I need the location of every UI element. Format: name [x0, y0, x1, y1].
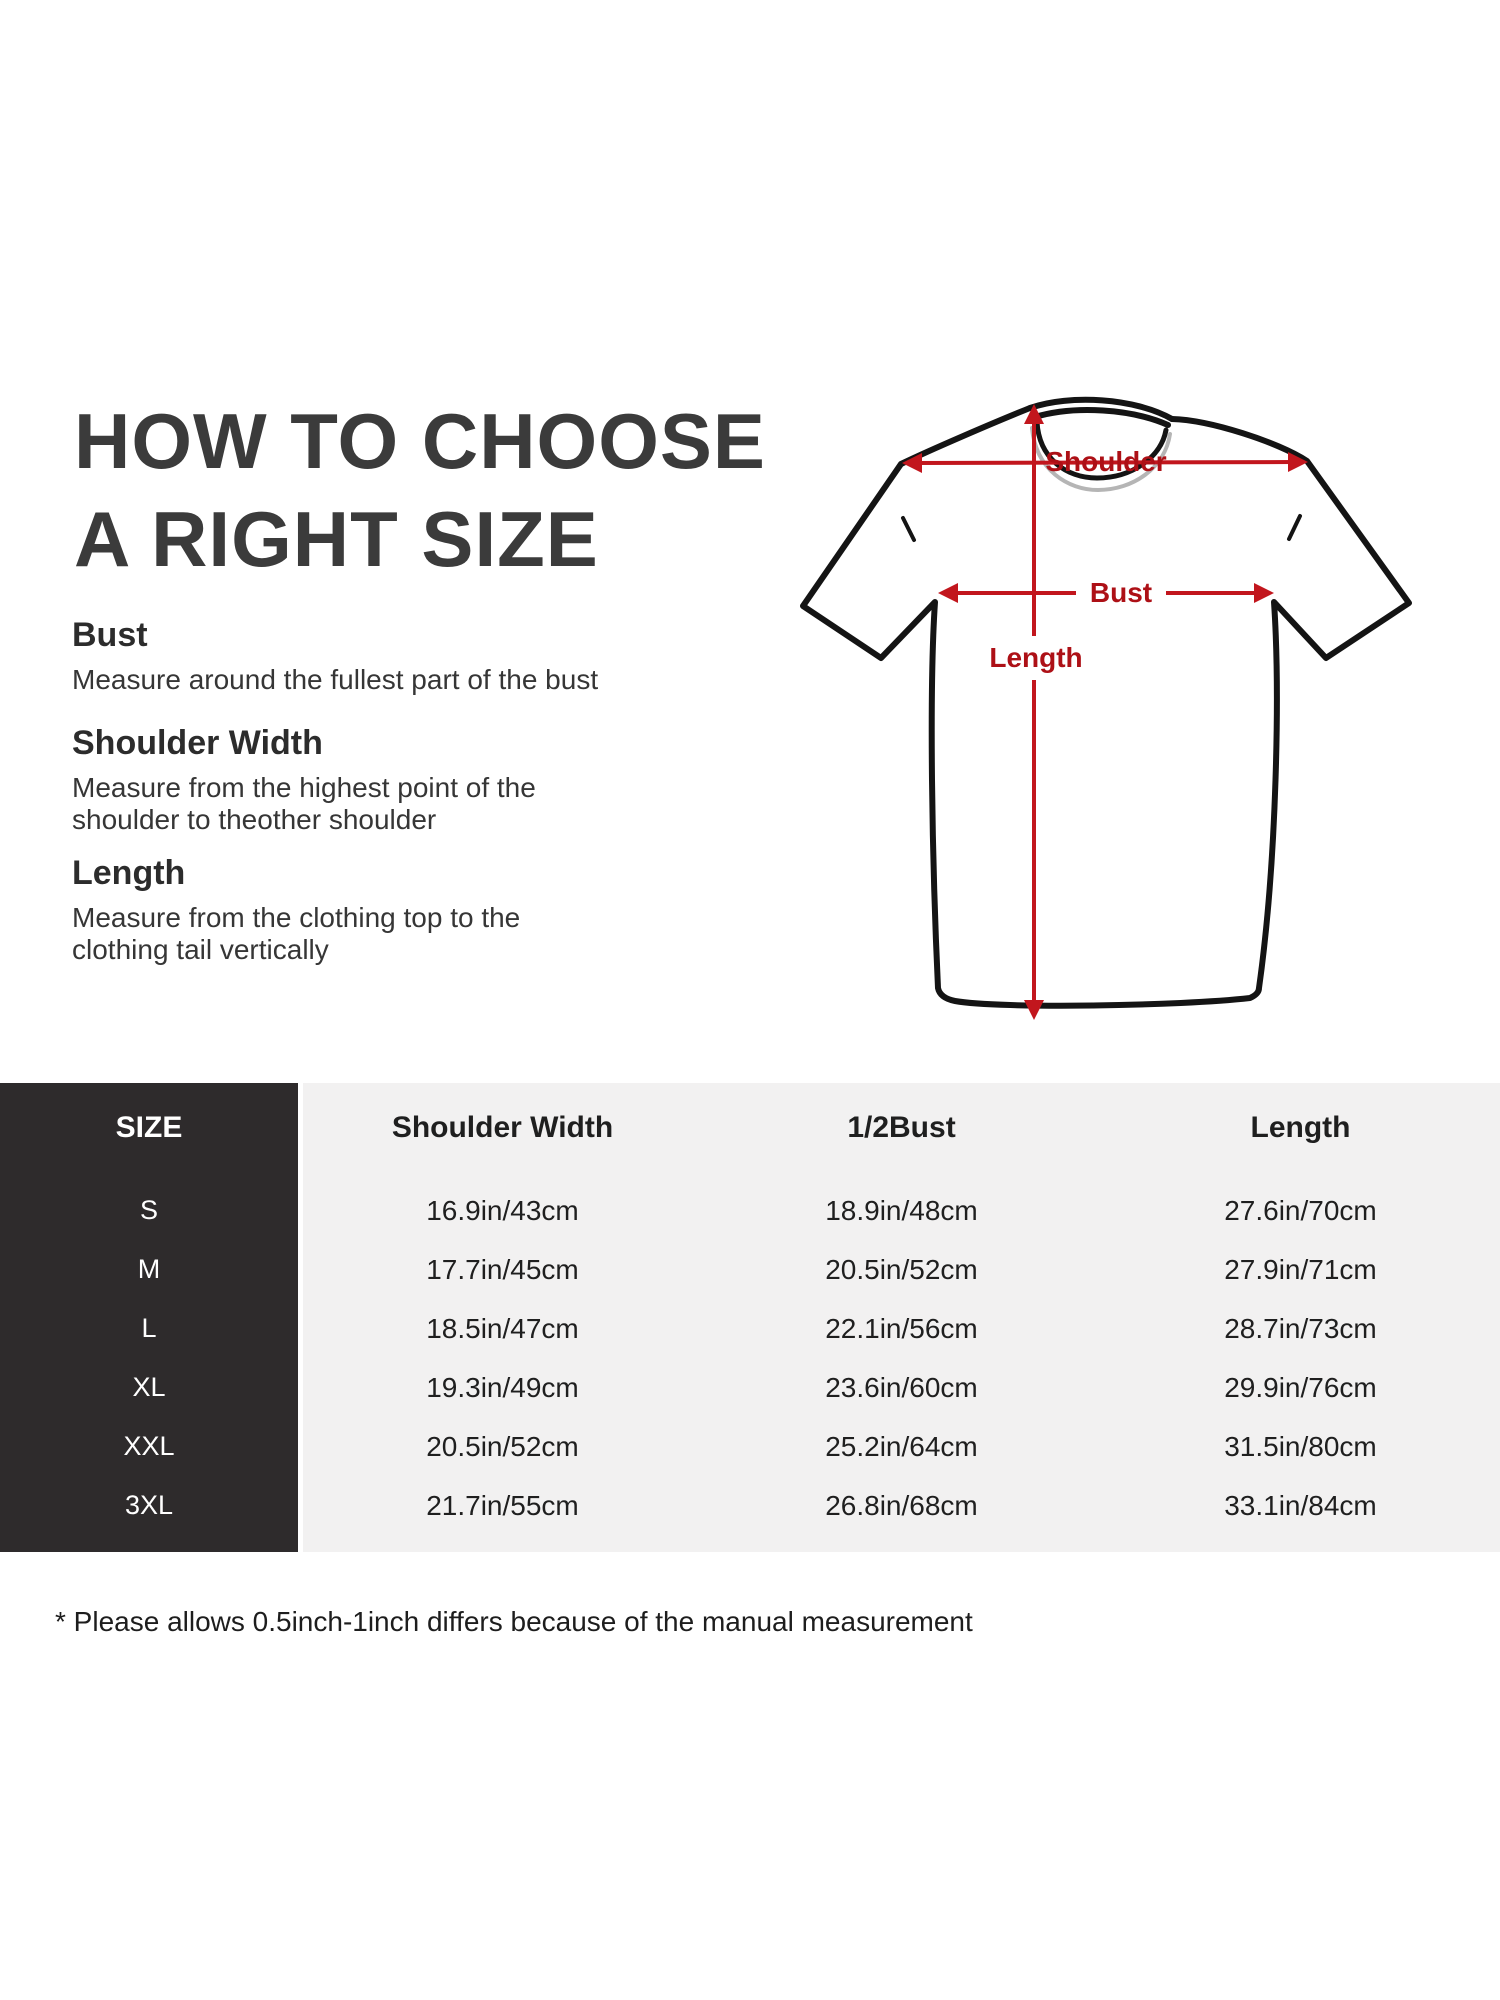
cell-half-bust: 23.6in/60cm: [825, 1371, 978, 1403]
cell-half-bust: 20.5in/52cm: [825, 1253, 978, 1285]
length-description-line1: Measure from the clothing top to the: [72, 902, 521, 933]
cell-size: S: [139, 1195, 158, 1225]
shoulder-width-heading: Shoulder Width: [72, 724, 323, 762]
header-size: SIZE: [115, 1111, 183, 1144]
cell-shoulder-width: 18.5in/47cm: [426, 1312, 579, 1344]
table-row-xl: [0, 1358, 1500, 1417]
cell-shoulder-width: 20.5in/52cm: [426, 1430, 579, 1462]
cell-half-bust: 18.9in/48cm: [825, 1194, 978, 1226]
table-row-l: [0, 1299, 1500, 1358]
cell-length: 29.9in/76cm: [1224, 1371, 1377, 1403]
length-label: Length: [989, 642, 1083, 673]
size-table-body: [0, 1181, 1500, 1535]
cell-shoulder-width: 21.7in/55cm: [426, 1489, 579, 1521]
table-row-s: [0, 1181, 1500, 1240]
table-row-xxl: [0, 1417, 1500, 1476]
table-row-3xl: [0, 1476, 1500, 1535]
cell-length: 28.7in/73cm: [1224, 1312, 1377, 1344]
size-table: [0, 1083, 1500, 1552]
cell-size: 3XL: [124, 1490, 174, 1520]
tshirt-measurement-diagram-icon: [780, 390, 1430, 1035]
page-title-line2: A RIGHT SIZE: [74, 495, 599, 583]
bust-heading: Bust: [72, 616, 148, 654]
measurement-disclaimer: * Please allows 0.5inch-1inch differs because of the manual measurement: [55, 1606, 973, 1637]
cell-half-bust: 25.2in/64cm: [825, 1430, 978, 1462]
header-shoulder-width: Shoulder Width: [391, 1111, 614, 1144]
shoulder-width-description-line2: shoulder to theother shoulder: [72, 804, 437, 835]
shoulder-label: Shoulder: [1045, 446, 1167, 477]
cell-length: 31.5in/80cm: [1224, 1430, 1377, 1462]
length-description: [72, 902, 520, 966]
cell-shoulder-width: 19.3in/49cm: [426, 1371, 579, 1403]
shoulder-width-description: [72, 772, 536, 836]
cell-length: 33.1in/84cm: [1224, 1489, 1377, 1521]
cell-size: L: [141, 1313, 157, 1343]
cell-length: 27.6in/70cm: [1224, 1194, 1377, 1226]
header-half-bust: 1/2Bust: [847, 1111, 956, 1144]
header-length: Length: [1250, 1111, 1351, 1144]
bust-description-line1: Measure around the fullest part of the bust: [72, 664, 599, 695]
cell-half-bust: 26.8in/68cm: [825, 1489, 978, 1521]
table-row-m: [0, 1240, 1500, 1299]
cell-size: M: [137, 1254, 161, 1284]
bust-description: [72, 664, 598, 696]
page-title-line1: HOW TO CHOOSE: [74, 397, 766, 485]
cell-size: XXL: [123, 1431, 175, 1461]
length-arrow: [1024, 404, 1044, 1020]
cell-size: XL: [132, 1372, 166, 1402]
cell-half-bust: 22.1in/56cm: [825, 1312, 978, 1344]
cell-length: 27.9in/71cm: [1224, 1253, 1377, 1285]
cell-shoulder-width: 17.7in/45cm: [426, 1253, 579, 1285]
size-table-header-row: [0, 1083, 1500, 1173]
page-title: [74, 392, 766, 588]
shoulder-width-description-line1: Measure from the highest point of the: [72, 772, 536, 803]
length-heading: Length: [72, 854, 186, 892]
cell-shoulder-width: 16.9in/43cm: [426, 1194, 579, 1226]
bust-label: Bust: [1089, 577, 1153, 608]
length-description-line2: clothing tail vertically: [72, 934, 329, 965]
